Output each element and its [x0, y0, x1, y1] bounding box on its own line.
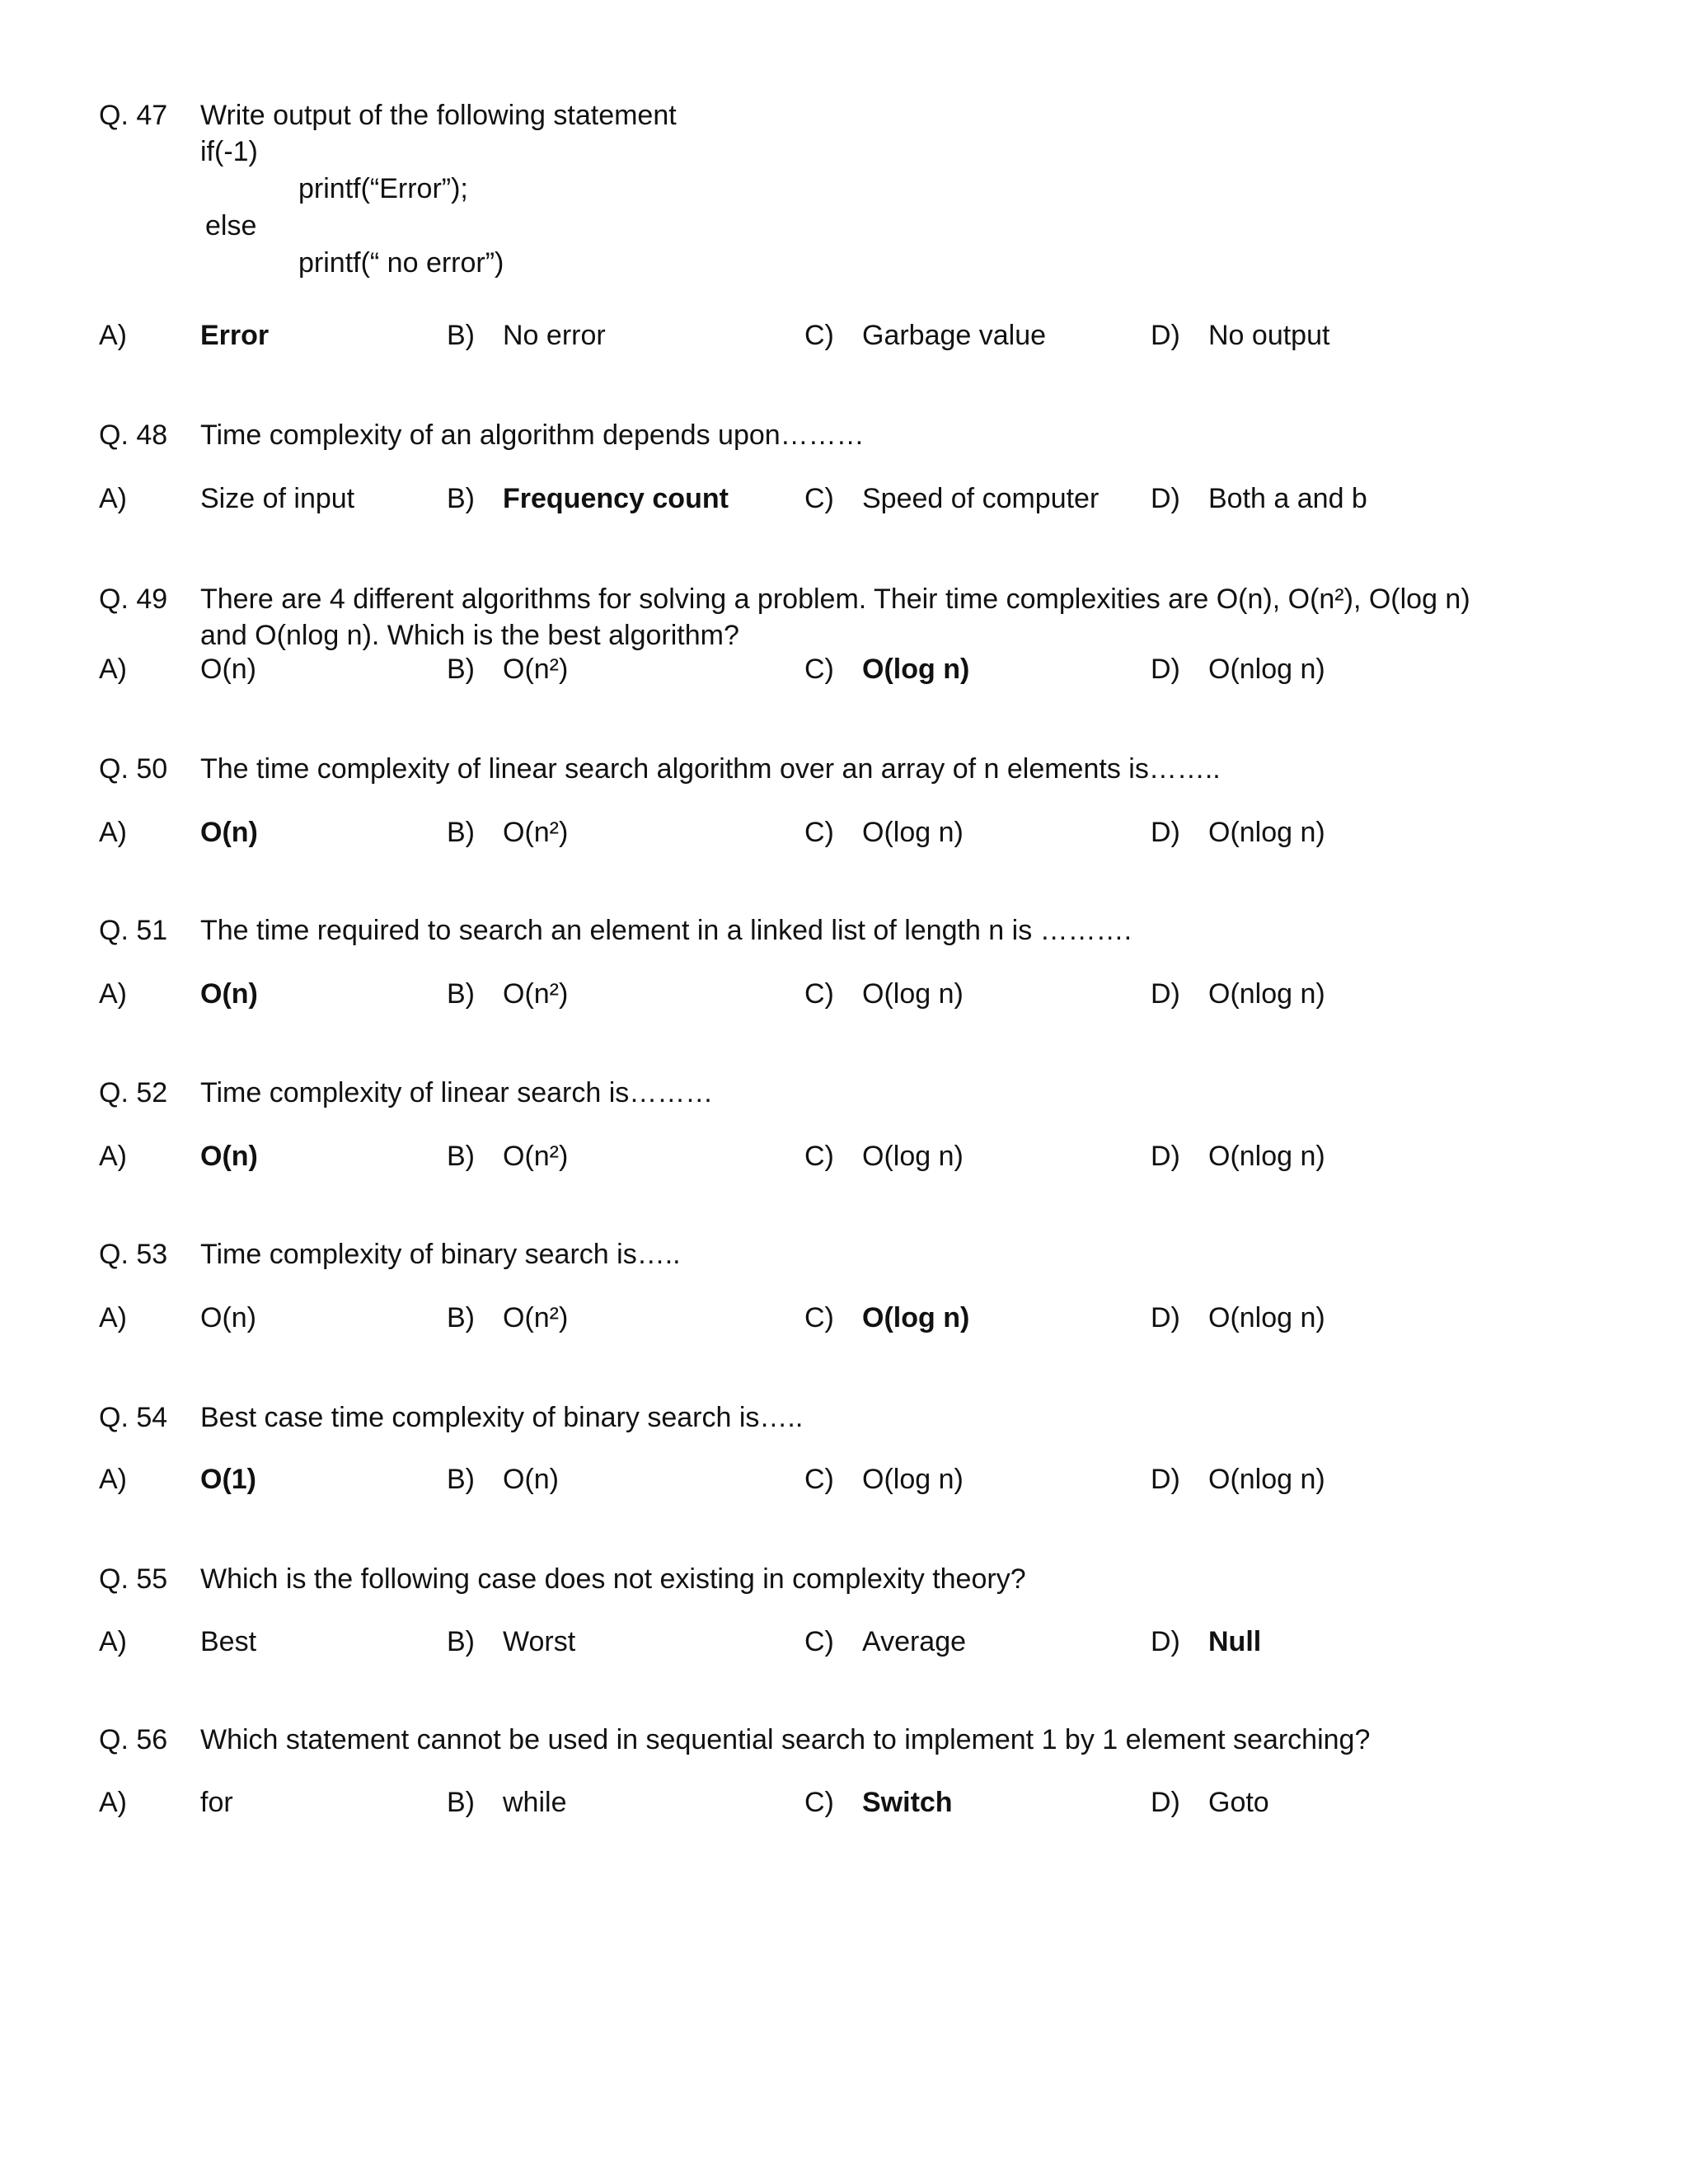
question-number: Q. 51 — [99, 915, 168, 946]
option-text: while — [503, 1787, 567, 1818]
option-text: O(log n) — [862, 1141, 964, 1172]
question-number: Q. 54 — [99, 1402, 168, 1433]
question-number: Q. 55 — [99, 1563, 168, 1595]
option-letter: B) — [447, 483, 475, 514]
option-letter: D) — [1151, 1626, 1180, 1657]
option-letter: A) — [99, 320, 127, 351]
option-text: O(log n) — [862, 1302, 970, 1333]
option-letter: A) — [99, 1787, 127, 1818]
option-text: O(nlog n) — [1208, 1464, 1325, 1495]
option-letter: B) — [447, 1787, 475, 1818]
option-text: O(n) — [200, 1302, 256, 1333]
option-letter: A) — [99, 1464, 127, 1495]
option-text: O(n²) — [503, 817, 569, 848]
option-letter: C) — [804, 817, 834, 848]
option-text: O(n) — [200, 1141, 258, 1172]
option-letter: C) — [804, 1787, 834, 1818]
option-letter: A) — [99, 1626, 127, 1657]
question-number: Q. 52 — [99, 1077, 168, 1108]
option-text: O(nlog n) — [1208, 1302, 1325, 1333]
option-text: O(n) — [503, 1464, 559, 1495]
option-letter: A) — [99, 1141, 127, 1172]
option-text: O(nlog n) — [1208, 654, 1325, 685]
option-text: Size of input — [200, 483, 355, 514]
option-letter: D) — [1151, 654, 1180, 685]
option-text: O(nlog n) — [1208, 817, 1325, 848]
option-text: O(n) — [200, 978, 258, 1010]
option-letter: C) — [804, 1141, 834, 1172]
question-number: Q. 50 — [99, 753, 168, 785]
option-text: Best — [200, 1626, 257, 1657]
option-text: Null — [1208, 1626, 1262, 1657]
option-text: O(log n) — [862, 1464, 964, 1495]
option-letter: C) — [804, 1302, 834, 1333]
option-letter: D) — [1151, 1464, 1180, 1495]
option-letter: C) — [804, 978, 834, 1010]
option-letter: B) — [447, 1302, 475, 1333]
question-text: The time complexity of linear search algorithm over an array of n elements is…….. — [200, 753, 1221, 785]
option-letter: A) — [99, 483, 127, 514]
option-letter: D) — [1151, 817, 1180, 848]
question-text: Write output of the following statement — [200, 100, 677, 131]
option-text: Average — [862, 1626, 967, 1657]
option-letter: C) — [804, 483, 834, 514]
question-text: There are 4 different algorithms for solving a problem. Their time complexities are O(n), O(n²), O(log n) and O(nlog n). Which is the best algorithm? — [200, 583, 1470, 651]
option-letter: B) — [447, 1141, 475, 1172]
question-number: Q. 56 — [99, 1724, 168, 1755]
option-text: Goto — [1208, 1787, 1269, 1818]
code-line: if(-1) — [200, 136, 258, 167]
question-text: Time complexity of linear search is……… — [200, 1077, 714, 1108]
option-text: O(n²) — [503, 1141, 569, 1172]
option-text: O(n) — [200, 817, 258, 848]
question-text: Time complexity of an algorithm depends upon……… — [200, 419, 865, 451]
option-letter: B) — [447, 978, 475, 1010]
option-text: O(log n) — [862, 978, 964, 1010]
option-text: O(log n) — [862, 654, 970, 685]
option-text: O(n²) — [503, 1302, 569, 1333]
option-text: O(nlog n) — [1208, 978, 1325, 1010]
option-letter: A) — [99, 654, 127, 685]
option-letter: B) — [447, 1464, 475, 1495]
question-number: Q. 49 — [99, 583, 168, 615]
option-letter: B) — [447, 654, 475, 685]
option-letter: A) — [99, 978, 127, 1010]
option-letter: D) — [1151, 1787, 1180, 1818]
option-text: Switch — [862, 1787, 953, 1818]
question-text: Time complexity of binary search is….. — [200, 1239, 681, 1270]
option-text: Frequency count — [503, 483, 729, 514]
option-text: Both a and b — [1208, 483, 1367, 514]
question-number: Q. 48 — [99, 419, 168, 451]
option-letter: D) — [1151, 320, 1180, 351]
option-letter: D) — [1151, 1141, 1180, 1172]
option-text: Error — [200, 320, 270, 351]
option-text: Garbage value — [862, 320, 1047, 351]
option-text: O(nlog n) — [1208, 1141, 1325, 1172]
option-letter: D) — [1151, 1302, 1180, 1333]
question-number: Q. 47 — [99, 100, 168, 131]
code-line: else — [205, 210, 257, 241]
question-text: Which is the following case does not existing in complexity theory? — [200, 1563, 1026, 1595]
option-text: Worst — [503, 1626, 576, 1657]
option-text: Speed of computer — [862, 483, 1100, 514]
option-letter: C) — [804, 1464, 834, 1495]
code-line: printf(“Error”); — [298, 173, 468, 204]
code-line: printf(“ no error”) — [298, 247, 504, 279]
option-text: O(1) — [200, 1464, 256, 1495]
question-text: Which statement cannot be used in sequential search to implement 1 by 1 element searching? — [200, 1724, 1371, 1755]
option-letter: B) — [447, 1626, 475, 1657]
option-text: for — [200, 1787, 233, 1818]
option-letter: D) — [1151, 978, 1180, 1010]
option-letter: D) — [1151, 483, 1180, 514]
option-letter: C) — [804, 320, 834, 351]
option-text: O(n) — [200, 654, 256, 685]
option-letter: B) — [447, 320, 475, 351]
option-letter: A) — [99, 1302, 127, 1333]
option-text: O(n²) — [503, 978, 569, 1010]
option-letter: B) — [447, 817, 475, 848]
question-number: Q. 53 — [99, 1239, 168, 1270]
option-text: O(log n) — [862, 817, 964, 848]
option-letter: C) — [804, 654, 834, 685]
option-text: No error — [503, 320, 606, 351]
question-text: Best case time complexity of binary search is….. — [200, 1402, 804, 1433]
option-letter: A) — [99, 817, 127, 848]
question-text: The time required to search an element in a linked list of length n is ………. — [200, 915, 1132, 946]
option-letter: C) — [804, 1626, 834, 1657]
option-text: No output — [1208, 320, 1330, 351]
option-text: O(n²) — [503, 654, 569, 685]
